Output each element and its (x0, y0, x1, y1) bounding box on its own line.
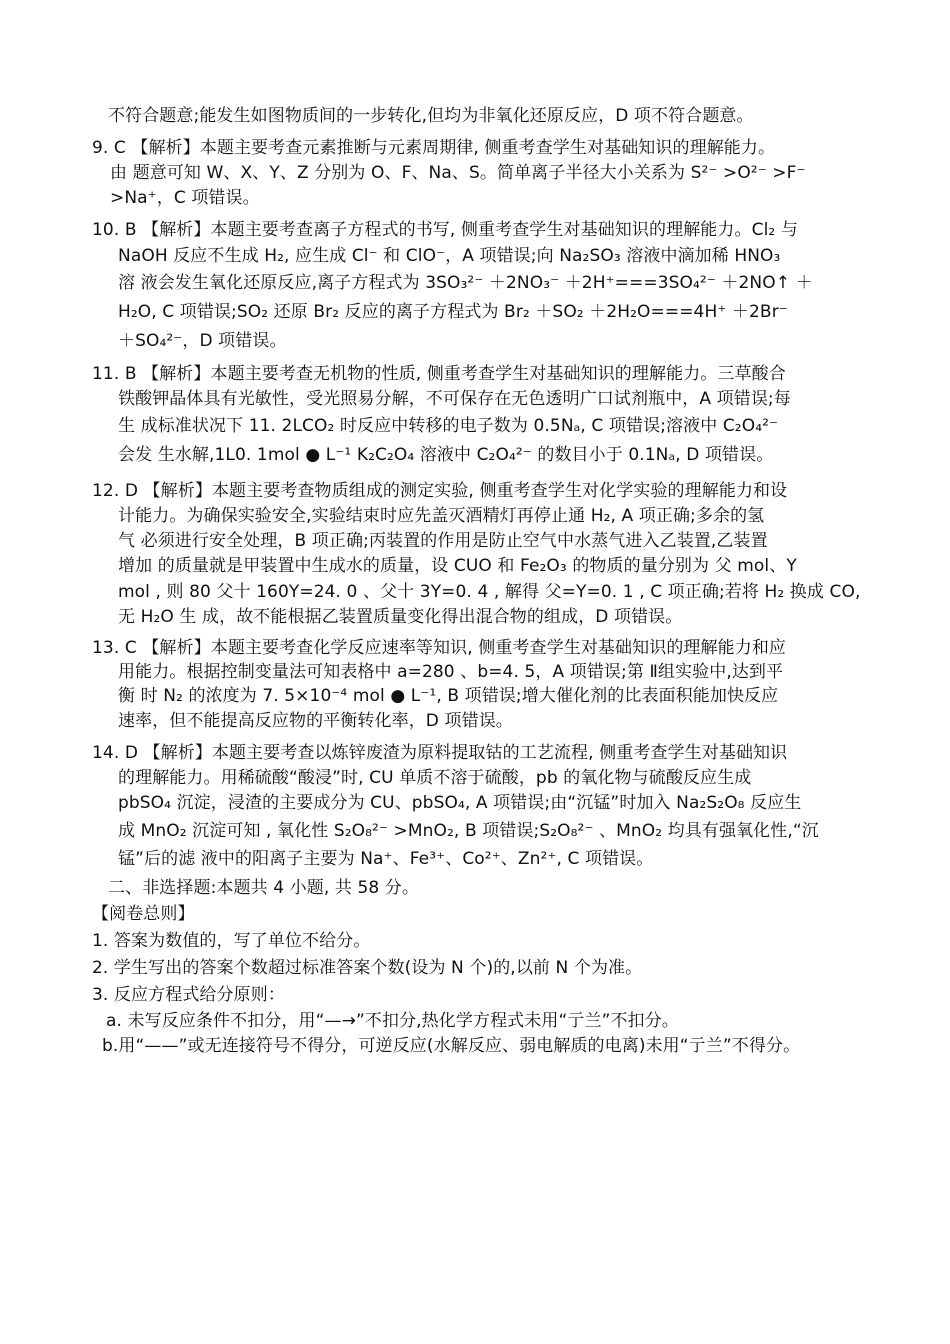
text-line: 溶 液会发生氧化还原反应,离子方程式为 3SO₃²⁻ ＋2NO₃⁻ ＋2H⁺===3SO₄²⁻ ＋2NO↑ ＋ (118, 273, 813, 293)
text-line: 铁酸钾晶体具有光敏性，受光照易分解，不可保存在无色透明广口试剂瓶中，A 项错误;每 (118, 389, 791, 409)
section-subheading: 【阅卷总则】 (92, 904, 195, 924)
text-line: 12. D 【解析】本题主要考查物质组成的测定实验, 侧重考查学生对化学实验的理解能力和设 (92, 481, 788, 501)
text-line: NaOH 反应不生成 H₂, 应生成 Cl⁻ 和 ClO⁻，A 项错误;向 Na₂SO₃ 溶液中滴加稀 HNO₃ (118, 246, 781, 266)
rule-subitem: a. 未写反应条件不扣分，用“—→”不扣分,热化学方程式未用“亍兰”不扣分。 (106, 1011, 679, 1031)
rule-subitem: b.用“——”或无连接符号不得分，可逆反应(水解反应、弱电解质的电离)未用“亍兰”不得分。 (102, 1036, 801, 1056)
rule-item: 3. 反应方程式给分原则： (92, 985, 285, 1005)
text-line: 气 必须进行安全处理，B 项正确;丙装置的作用是防止空气中水蒸气进入乙装置,乙装置 (118, 531, 768, 551)
text-line: 不符合题意;能发生如图物质间的一步转化,但均为非氧化还原反应，D 项不符合题意。 (108, 106, 754, 126)
text-line: 14. D 【解析】本题主要考查以炼锌废渣为原料提取钴的工艺流程, 侧重考查学生对基础知识 (92, 743, 788, 763)
text-line: mol , 则 80 父十 160Y=24. 0 、父十 3Y=0. 4 , 解得 父=Y=0. 1 , C 项正确;若将 H₂ 换成 CO, (118, 582, 861, 602)
text-line: 9. C 【解析】本题主要考查元素推断与元素周期律, 侧重考查学生对基础知识的理解能力。 (92, 138, 776, 158)
text-line: 衡 时 N₂ 的浓度为 7. 5×10⁻⁴ mol ● L⁻¹, B 项错误;增大催化剂的比表面积能加快反应 (118, 686, 779, 706)
text-line: 成 MnO₂ 沉淀可知 , 氧化性 S₂O₈²⁻ >MnO₂, B 项错误;S₂O₈²⁻ 、MnO₂ 均具有强氧化性,“沉 (118, 821, 819, 841)
text-line: 11. B 【解析】本题主要考查无机物的性质, 侧重考查学生对基础知识的理解能力。三草酸合 (92, 364, 786, 384)
text-line: 无 H₂O 生 成，故不能根据乙装置质量变化得出混合物的组成，D 项错误。 (118, 607, 683, 627)
text-line: 生 成标准状况下 11. 2LCO₂ 时反应中转移的电子数为 0.5Nₐ, C 项错误;溶液中 C₂O₄²⁻ (118, 416, 779, 436)
text-line: 由 题意可知 W、X、Y、Z 分别为 O、F、Na、S。简单离子半径大小关系为 S²⁻ >O²⁻ >F⁻ (110, 163, 806, 183)
text-line: ＋SO₄²⁻，D 项错误。 (118, 331, 287, 351)
section-heading: 二、非选择题:本题共 4 小题, 共 58 分。 (108, 878, 419, 898)
text-line: pbSO₄ 沉淀，浸渣的主要成分为 CU、pbSO₄, A 项错误;由“沉锰”时加入 Na₂S₂O₈ 反应生 (118, 793, 802, 813)
text-line: 的理解能力。用稀硫酸“酸浸”时, CU 单质不溶于硫酸，pb 的氧化物与硫酸反应生成 (118, 768, 752, 788)
text-line: 锰”后的滤 液中的阳离子主要为 Na⁺、Fe³⁺、Co²⁺、Zn²⁺, C 项错误。 (118, 849, 654, 869)
text-line: 会发 生水解,1L0. 1mol ● L⁻¹ K₂C₂O₄ 溶液中 C₂O₄²⁻ 的数目小于 0.1Nₐ, D 项错误。 (118, 445, 774, 465)
text-line: 速率，但不能提高反应物的平衡转化率，D 项错误。 (118, 711, 513, 731)
text-line: 增加 的质量就是甲装置中生成水的质量，设 CUO 和 Fe₂O₃ 的物质的量分别为 父 mol、Y (118, 556, 797, 576)
text-line: 计能力。为确保实验安全,实验结束时应先盖灭酒精灯再停止通 H₂, A 项正确;多余的氢 (118, 506, 765, 526)
rule-item: 1. 答案为数值的，写了单位不给分。 (92, 931, 371, 951)
text-line: 10. B 【解析】本题主要考查离子方程式的书写, 侧重考查学生对基础知识的理解能力。Cl₂ 与 (92, 220, 798, 240)
rule-item: 2. 学生写出的答案个数超过标准答案个数(设为 N 个)的,以前 N 个为准。 (92, 958, 643, 978)
text-line: >Na⁺，C 项错误。 (110, 188, 260, 208)
text-line: 用能力。根据控制变量法可知表格中 a=280 、b=4. 5，A 项错误;第 Ⅱ组实验中,达到平 (118, 662, 784, 682)
text-line: H₂O, C 项错误;SO₂ 还原 Br₂ 反应的离子方程式为 Br₂ ＋SO₂ ＋2H₂O===4H⁺ ＋2Br⁻ (118, 302, 788, 322)
text-line: 13. C 【解析】本题主要考查化学反应速率等知识, 侧重考查学生对基础知识的理解能力和应 (92, 638, 787, 658)
